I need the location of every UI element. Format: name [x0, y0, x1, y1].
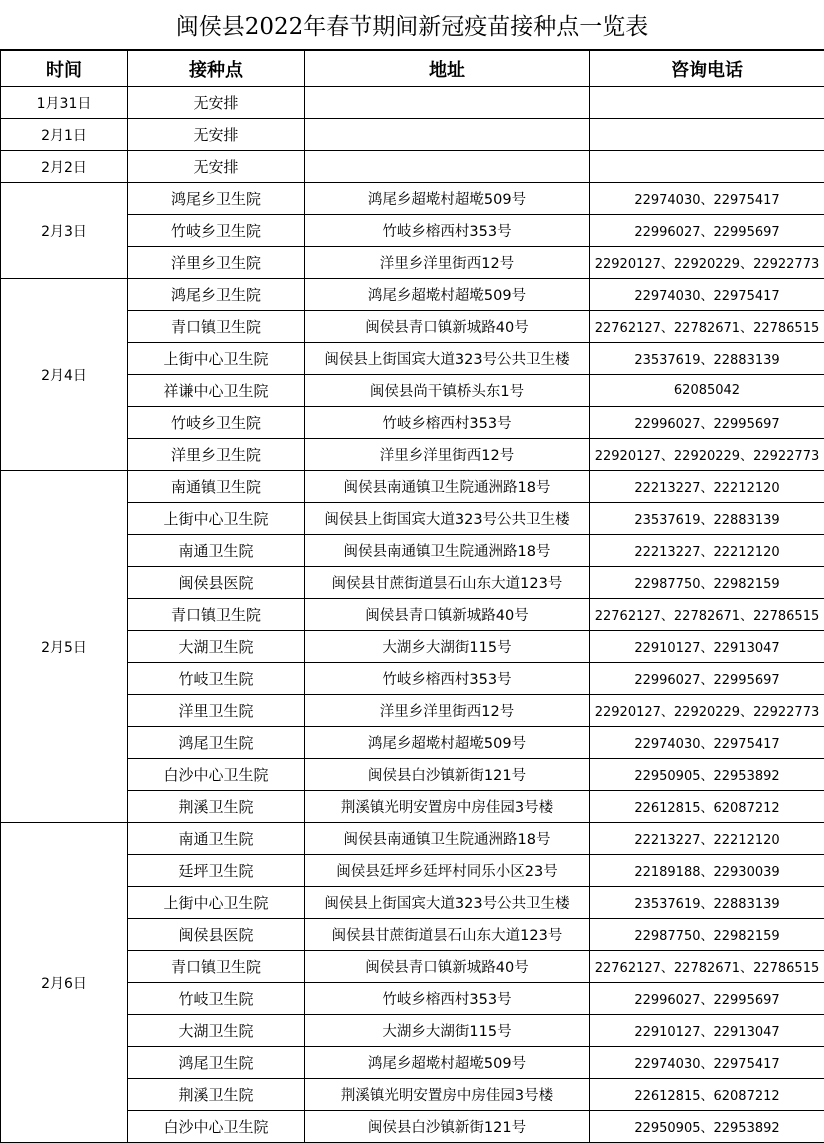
site-cell: 鸿尾卫生院 — [128, 727, 305, 759]
date-cell: 1月31日 — [1, 87, 128, 119]
site-cell: 上街中心卫生院 — [128, 343, 305, 375]
site-cell: 鸿尾乡卫生院 — [128, 183, 305, 215]
date-cell: 2月5日 — [1, 471, 128, 823]
phone-cell: 22996027、22995697 — [590, 663, 824, 695]
site-cell: 闽侯县医院 — [128, 919, 305, 951]
site-cell: 南通卫生院 — [128, 535, 305, 567]
header-date: 时间 — [1, 51, 128, 87]
address-cell: 鸿尾乡超墘村超墘509号 — [305, 279, 590, 311]
table-body — [1, 87, 824, 1143]
address-cell: 鸿尾乡超墘村超墘509号 — [305, 183, 590, 215]
phone-cell: 22612815、62087212 — [590, 1079, 824, 1111]
address-cell: 闽侯县青口镇新城路40号 — [305, 951, 590, 983]
vaccination-sites-table — [0, 50, 824, 1143]
phone-cell: 22987750、22982159 — [590, 567, 824, 599]
phone-cell: 22950905、22953892 — [590, 1111, 824, 1143]
table-row — [1, 471, 824, 503]
site-cell: 廷坪卫生院 — [128, 855, 305, 887]
site-cell: 大湖卫生院 — [128, 631, 305, 663]
site-cell: 鸿尾乡卫生院 — [128, 279, 305, 311]
site-cell: 上街中心卫生院 — [128, 503, 305, 535]
address-cell — [305, 151, 590, 183]
header-phone: 咨询电话 — [590, 51, 824, 87]
date-cell: 2月1日 — [1, 119, 128, 151]
phone-cell: 22974030、22975417 — [590, 1047, 824, 1079]
site-cell: 祥谦中心卫生院 — [128, 375, 305, 407]
site-cell: 上街中心卫生院 — [128, 887, 305, 919]
site-cell: 荆溪卫生院 — [128, 1079, 305, 1111]
phone-cell: 22987750、22982159 — [590, 919, 824, 951]
table-header — [1, 51, 824, 87]
address-cell: 鸿尾乡超墘村超墘509号 — [305, 727, 590, 759]
site-cell: 闽侯县医院 — [128, 567, 305, 599]
address-cell: 荆溪镇光明安置房中房佳园3号楼 — [305, 791, 590, 823]
site-cell: 无安排 — [128, 87, 305, 119]
site-cell: 无安排 — [128, 119, 305, 151]
date-cell: 2月6日 — [1, 823, 128, 1143]
address-cell: 闽侯县南通镇卫生院通洲路18号 — [305, 535, 590, 567]
site-cell: 青口镇卫生院 — [128, 311, 305, 343]
address-cell: 洋里乡洋里街西12号 — [305, 439, 590, 471]
phone-cell: 22974030、22975417 — [590, 183, 824, 215]
table-row — [1, 151, 824, 183]
header-site: 接种点 — [128, 51, 305, 87]
phone-cell: 22762127、22782671、22786515 — [590, 951, 824, 983]
address-cell: 闽侯县尚干镇桥头东1号 — [305, 375, 590, 407]
phone-cell: 22950905、22953892 — [590, 759, 824, 791]
phone-cell: 22974030、22975417 — [590, 727, 824, 759]
address-cell: 闽侯县甘蔗街道昙石山东大道123号 — [305, 919, 590, 951]
table-row — [1, 823, 824, 855]
phone-cell: 22910127、22913047 — [590, 1015, 824, 1047]
address-cell: 竹岐乡榕西村353号 — [305, 407, 590, 439]
site-cell: 南通镇卫生院 — [128, 471, 305, 503]
table-row — [1, 119, 824, 151]
phone-cell — [590, 87, 824, 119]
address-cell: 闽侯县青口镇新城路40号 — [305, 311, 590, 343]
address-cell: 大湖乡大湖街115号 — [305, 631, 590, 663]
phone-cell: 22920127、22920229、22922773 — [590, 247, 824, 279]
table-row — [1, 87, 824, 119]
address-cell: 闽侯县南通镇卫生院通洲路18号 — [305, 823, 590, 855]
site-cell: 竹岐卫生院 — [128, 663, 305, 695]
address-cell: 洋里乡洋里街西12号 — [305, 247, 590, 279]
date-cell: 2月2日 — [1, 151, 128, 183]
address-cell: 闽侯县上街国宾大道323号公共卫生楼 — [305, 503, 590, 535]
site-cell: 南通卫生院 — [128, 823, 305, 855]
date-cell: 2月3日 — [1, 183, 128, 279]
phone-cell: 22189188、22930039 — [590, 855, 824, 887]
address-cell: 竹岐乡榕西村353号 — [305, 663, 590, 695]
address-cell: 闽侯县上街国宾大道323号公共卫生楼 — [305, 343, 590, 375]
site-cell: 白沙中心卫生院 — [128, 759, 305, 791]
table-row — [1, 279, 824, 311]
site-cell: 洋里卫生院 — [128, 695, 305, 727]
address-cell: 闽侯县白沙镇新街121号 — [305, 1111, 590, 1143]
address-cell: 鸿尾乡超墘村超墘509号 — [305, 1047, 590, 1079]
phone-cell: 23537619、22883139 — [590, 503, 824, 535]
address-cell: 大湖乡大湖街115号 — [305, 1015, 590, 1047]
phone-cell: 62085042 — [590, 375, 824, 407]
phone-cell: 23537619、22883139 — [590, 343, 824, 375]
address-cell: 闽侯县青口镇新城路40号 — [305, 599, 590, 631]
phone-cell: 22213227、22212120 — [590, 535, 824, 567]
address-cell — [305, 119, 590, 151]
site-cell: 鸿尾卫生院 — [128, 1047, 305, 1079]
phone-cell: 22996027、22995697 — [590, 407, 824, 439]
address-cell: 闽侯县廷坪乡廷坪村同乐小区23号 — [305, 855, 590, 887]
site-cell: 青口镇卫生院 — [128, 951, 305, 983]
phone-cell: 22910127、22913047 — [590, 631, 824, 663]
site-cell: 洋里乡卫生院 — [128, 439, 305, 471]
phone-cell: 22762127、22782671、22786515 — [590, 599, 824, 631]
address-cell: 闽侯县甘蔗街道昙石山东大道123号 — [305, 567, 590, 599]
phone-cell: 22213227、22212120 — [590, 471, 824, 503]
phone-cell: 22996027、22995697 — [590, 215, 824, 247]
address-cell: 闽侯县白沙镇新街121号 — [305, 759, 590, 791]
phone-cell: 22996027、22995697 — [590, 983, 824, 1015]
phone-cell: 23537619、22883139 — [590, 887, 824, 919]
address-cell: 竹岐乡榕西村353号 — [305, 983, 590, 1015]
phone-cell: 22213227、22212120 — [590, 823, 824, 855]
address-cell: 荆溪镇光明安置房中房佳园3号楼 — [305, 1079, 590, 1111]
phone-cell: 22974030、22975417 — [590, 279, 824, 311]
phone-cell: 22762127、22782671、22786515 — [590, 311, 824, 343]
site-cell: 竹岐卫生院 — [128, 983, 305, 1015]
site-cell: 竹岐乡卫生院 — [128, 407, 305, 439]
address-cell: 闽侯县上街国宾大道323号公共卫生楼 — [305, 887, 590, 919]
phone-cell: 22920127、22920229、22922773 — [590, 439, 824, 471]
address-cell — [305, 87, 590, 119]
address-cell: 竹岐乡榕西村353号 — [305, 215, 590, 247]
site-cell: 洋里乡卫生院 — [128, 247, 305, 279]
page-title: 闽侯县2022年春节期间新冠疫苗接种点一览表 — [0, 0, 824, 50]
header-address: 地址 — [305, 51, 590, 87]
table-row — [1, 183, 824, 215]
address-cell: 洋里乡洋里街西12号 — [305, 695, 590, 727]
date-cell: 2月4日 — [1, 279, 128, 471]
phone-cell: 22612815、62087212 — [590, 791, 824, 823]
site-cell: 大湖卫生院 — [128, 1015, 305, 1047]
site-cell: 白沙中心卫生院 — [128, 1111, 305, 1143]
phone-cell — [590, 151, 824, 183]
header-row — [1, 51, 824, 87]
address-cell: 闽侯县南通镇卫生院通洲路18号 — [305, 471, 590, 503]
site-cell: 竹岐乡卫生院 — [128, 215, 305, 247]
phone-cell — [590, 119, 824, 151]
phone-cell: 22920127、22920229、22922773 — [590, 695, 824, 727]
site-cell: 青口镇卫生院 — [128, 599, 305, 631]
site-cell: 荆溪卫生院 — [128, 791, 305, 823]
site-cell: 无安排 — [128, 151, 305, 183]
